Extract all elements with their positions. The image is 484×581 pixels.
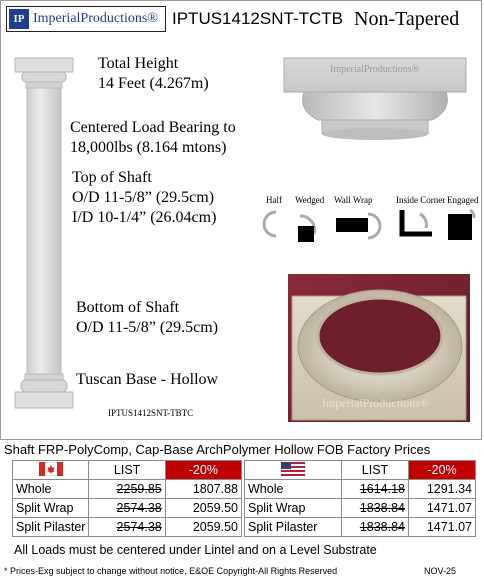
load-note: All Loads must be centered under Lintel and on a Level Substrate bbox=[14, 543, 377, 557]
product-type: Split Wrap bbox=[13, 499, 89, 518]
bottom-shaft-od: O/D 11-5/8” (29.5cm) bbox=[76, 319, 219, 336]
option-engaged-label: Engaged bbox=[447, 195, 479, 205]
load-value: 18,000lbs (8.164 mtons) bbox=[70, 139, 227, 156]
engaged-icon bbox=[448, 210, 474, 240]
list-header: LIST bbox=[89, 461, 165, 480]
capital-echinus bbox=[22, 72, 66, 82]
option-half-label: Half bbox=[266, 195, 282, 205]
half-round-icon bbox=[264, 212, 276, 236]
list-price: 2574.38 bbox=[89, 499, 165, 518]
capital-ring-photo bbox=[303, 92, 448, 120]
date-code: NOV-25 bbox=[424, 566, 457, 576]
total-height-value: 14 Feet (4.267m) bbox=[98, 75, 209, 92]
canada-price-table bbox=[12, 460, 242, 537]
column-illustration bbox=[12, 56, 76, 416]
table-row bbox=[13, 518, 242, 537]
table-row bbox=[245, 499, 476, 518]
column-shaft bbox=[27, 88, 61, 374]
sale-price: 1807.88 bbox=[165, 480, 241, 499]
list-price: 2574.38 bbox=[89, 518, 165, 537]
load-label: Centered Load Bearing to bbox=[70, 119, 236, 136]
option-inside-corner-label: Inside Corner bbox=[396, 195, 446, 205]
list-header: LIST bbox=[342, 461, 409, 480]
list-price: 2259.85 bbox=[89, 480, 165, 499]
option-wedged-label: Wedged bbox=[295, 195, 325, 205]
logo-text: ImperialProductions® bbox=[33, 11, 158, 26]
disclaimer: * Prices-Exg subject to change without notice, E&OE Copyright-All Rights Reserved bbox=[4, 566, 338, 576]
total-height-label: Total Height bbox=[98, 55, 179, 72]
table-header-row bbox=[245, 461, 476, 480]
sale-price: 1471.07 bbox=[409, 499, 476, 518]
sale-price: 2059.50 bbox=[165, 499, 241, 518]
top-shaft-id: I/D 10-1/4” (26.04cm) bbox=[72, 209, 217, 226]
table-row bbox=[245, 480, 476, 499]
option-wall-wrap-label: Wall Wrap bbox=[334, 195, 373, 205]
product-type: Whole bbox=[13, 480, 89, 499]
table-row bbox=[13, 499, 242, 518]
wedged-icon bbox=[298, 216, 315, 242]
base-collar bbox=[25, 374, 63, 380]
table-header-row bbox=[13, 461, 242, 480]
top-shaft-od: O/D 11-5/8” (29.5cm) bbox=[72, 189, 215, 206]
product-type: Split Pilaster bbox=[13, 518, 89, 537]
sale-price: 1471.07 bbox=[409, 518, 476, 537]
usa-flag-icon bbox=[281, 462, 305, 476]
pricing-title: Shaft FRP-PolyComp, Cap-Base ArchPolymer Hollow FOB Factory Prices bbox=[4, 442, 431, 457]
list-price: 1614.18 bbox=[342, 480, 409, 499]
canada-flag-icon bbox=[39, 462, 63, 476]
capital-abacus bbox=[15, 58, 73, 72]
bottom-shaft-label: Bottom of Shaft bbox=[76, 299, 180, 316]
base-watermark: ImperialProductions® bbox=[322, 396, 430, 410]
usa-price-table bbox=[244, 460, 476, 537]
product-type: Split Pilaster bbox=[245, 518, 342, 537]
top-shaft-label: Top of Shaft bbox=[72, 169, 152, 186]
product-type: Whole bbox=[245, 480, 342, 499]
option-icons-row bbox=[262, 206, 482, 248]
logo-mark: IP bbox=[9, 9, 29, 29]
brand-logo bbox=[6, 6, 166, 32]
discount-header: -20% bbox=[409, 461, 476, 480]
base-label: Tuscan Base - Hollow bbox=[76, 371, 219, 388]
base-torus bbox=[21, 380, 67, 392]
list-price: 1838.84 bbox=[342, 499, 409, 518]
canada-flag-cell bbox=[13, 461, 89, 480]
inside-corner-icon bbox=[402, 210, 432, 234]
list-price: 1838.84 bbox=[342, 518, 409, 537]
base-plinth bbox=[15, 392, 73, 408]
wall-wrap-icon bbox=[336, 214, 380, 238]
sale-price: 1291.34 bbox=[409, 480, 476, 499]
usa-flag-cell bbox=[245, 461, 342, 480]
capital-watermark: ImperialProductions® bbox=[330, 64, 420, 75]
table-row bbox=[13, 480, 242, 499]
product-type: Split Wrap bbox=[245, 499, 342, 518]
capital-neck bbox=[26, 82, 62, 88]
model-number: IPTUS1412SNT-TCTB bbox=[172, 9, 343, 28]
table-row bbox=[245, 518, 476, 537]
base-model: IPTUS1412SNT-TBTC bbox=[108, 408, 194, 418]
taper-label: Non-Tapered bbox=[354, 8, 460, 30]
sale-price: 2059.50 bbox=[165, 518, 241, 537]
discount-header: -20% bbox=[165, 461, 241, 480]
